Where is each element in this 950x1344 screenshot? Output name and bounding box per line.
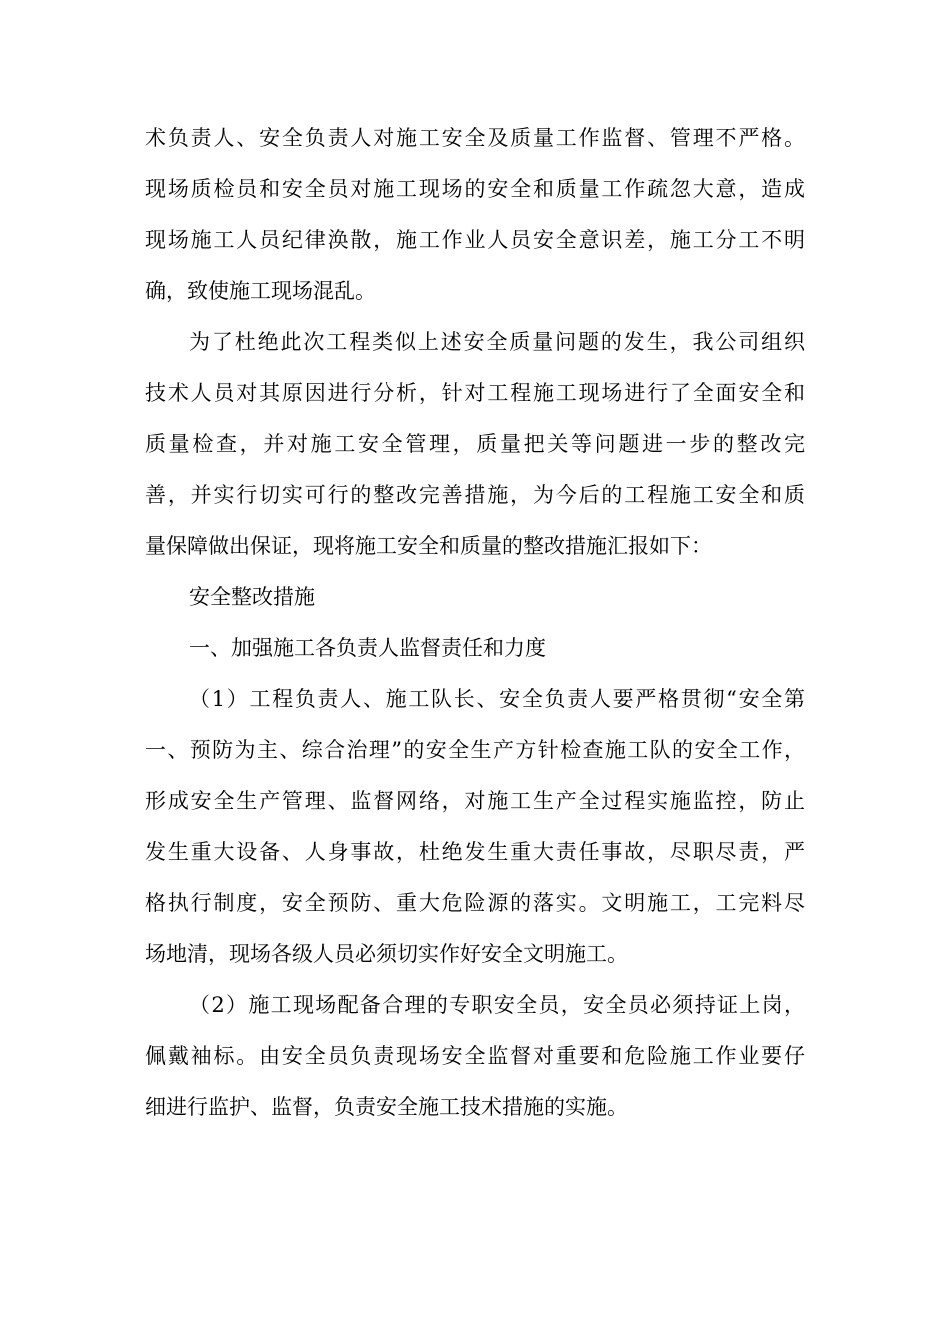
text-line: 量保障做出保证，现将施工安全和质量的整改措施汇报如下： [145, 534, 712, 558]
text-line: 术负责人、安全负责人对施工安全及质量工作监督、管理不严格。 [145, 126, 805, 150]
list-item-2 [145, 980, 805, 1133]
text-line: 发生重大设备、人身事故，杜绝发生重大责任事故，尽职尽责，严 [145, 840, 805, 864]
subheading-1 [145, 623, 805, 674]
subheading-text: 一、加强施工各负责人监督责任和力度 [189, 636, 546, 660]
paragraph-purpose [145, 317, 805, 572]
text-line: 确，致使施工现场混乱。 [145, 279, 376, 303]
section-heading-text: 安全整改措施 [189, 585, 315, 609]
paragraph-intro-continued [145, 113, 805, 317]
text-line: （1）工程负责人、施工队长、安全负责人要严格贯彻“安全第 [189, 687, 805, 711]
text-line: 细进行监护、监督，负责安全施工技术措施的实施。 [145, 1095, 628, 1119]
text-line: 形成安全生产管理、监督网络，对施工生产全过程实施监控，防止 [145, 789, 805, 813]
text-line: 善，并实行切实可行的整改完善措施，为今后的工程施工安全和质 [145, 483, 805, 507]
text-line: 为了杜绝此次工程类似上述安全质量问题的发生，我公司组织 [189, 330, 805, 354]
section-heading [145, 572, 805, 623]
text-line: （2）施工现场配备合理的专职安全员，安全员必须持证上岗， [189, 993, 805, 1017]
text-line: 现场施工人员纪律涣散，施工作业人员安全意识差，施工分工不明 [145, 228, 805, 252]
text-line: 佩戴袖标。由安全员负责现场安全监督对重要和危险施工作业要仔 [145, 1044, 805, 1068]
text-line: 现场质检员和安全员对施工现场的安全和质量工作疏忽大意，造成 [145, 177, 805, 201]
document-body [145, 113, 805, 1133]
text-line: 格执行制度，安全预防、重大危险源的落实。文明施工，工完料尽 [145, 891, 805, 915]
text-line: 技术人员对其原因进行分析，针对工程施工现场进行了全面安全和 [145, 381, 805, 405]
text-line: 一、预防为主、综合治理”的安全生产方针检查施工队的安全工作， [145, 738, 805, 762]
list-item-1 [145, 674, 805, 980]
text-line: 场地清，现场各级人员必须切实作好安全文明施工。 [145, 942, 628, 966]
text-line: 质量检查，并对施工安全管理，质量把关等问题进一步的整改完 [145, 432, 805, 456]
